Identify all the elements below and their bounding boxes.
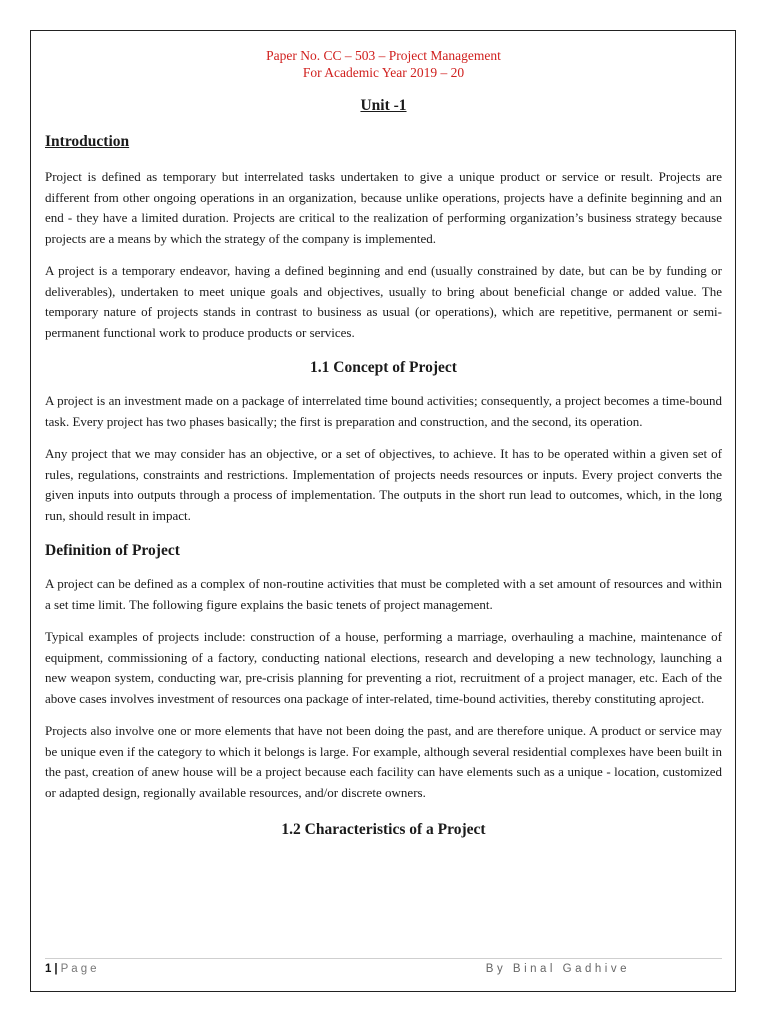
document-body bbox=[45, 47, 722, 839]
definition-paragraph-1: A project can be defined as a complex of non-routine activities that must be completed with a set amount of resources and within a set time limit. The following figure explains the basic tenets of project management. bbox=[45, 576, 722, 612]
page-label: Page bbox=[60, 963, 100, 975]
intro-paragraph-1: Project is defined as temporary but interrelated tasks undertaken to give a unique product or service or result. Projects are different from other ongoing operations in an organization, because unlike operations, projects have a definite beginning and an end - they have a limited duration. Projects are critical to the realization of performing organization’s business strategy because projects are a means by which the strategy of the company is implemented. bbox=[45, 169, 722, 246]
definition-paragraph-3: Projects also involve one or more elements that have not been doing the past, and are therefore unique. A product or service may be unique even if the category to which it belongs is large. For example, although several residential complexes have been built in the past, creation of anew house will be a project because each facility can have elements such as a unique - location, customized or adapted design, regionally available resources, and/or discrete owners. bbox=[45, 723, 722, 800]
footer-separator: | bbox=[54, 963, 58, 975]
page-number: 1 bbox=[45, 963, 52, 975]
intro-paragraph-2: A project is a temporary endeavor, having a defined beginning and end (usually constrained by date, but can be by funding or deliverables), undertaken to meet unique goals and objectives, usually to bring about beneficial change or added value. The temporary nature of projects stands in contrast to business as usual (or operations), which are repetitive, permanent or semi-permanent functional work to produce products or services. bbox=[45, 263, 722, 340]
concept-paragraph-2: Any project that we may consider has an objective, or a set of objectives, to achieve. It has to be operated within a given set of rules, regulations, constraints and restrictions. Implementation of projects needs resources or inputs. Every project converts the given inputs into outputs through a process of implementation. The outputs in the short run lead to outcomes, which, in the long run, should result in impact. bbox=[45, 446, 722, 523]
concept-paragraph-1: A project is an investment made on a package of interrelated time bound activities; consequently, a project becomes a time-bound task. Every project has two phases basically; the first is preparation and construction, and the second, its operation. bbox=[45, 393, 722, 429]
definition-paragraph-2: Typical examples of projects include: construction of a house, performing a marriage, overhauling a machine, maintenance of equipment, commissioning of a factory, conducting national elections, research and developing a new technology, launching a new weapon system, conducting war, pre-crisis planning for preventing a riot, recruitment of a project manager, etc. Each of the above cases involves investment of resources ona package of inter-related, time-bound activities, thereby constituting aproject. bbox=[45, 629, 722, 706]
page-footer bbox=[45, 958, 722, 975]
introduction-heading: Introduction bbox=[45, 133, 130, 150]
academic-year: For Academic Year 2019 – 20 bbox=[302, 65, 465, 80]
unit-title: Unit -1 bbox=[360, 97, 407, 114]
characteristics-heading: 1.2 Characteristics of a Project bbox=[281, 821, 486, 838]
document-header bbox=[45, 47, 722, 81]
definition-heading: Definition of Project bbox=[45, 542, 180, 559]
author-credit: By Binal Gadhive bbox=[485, 963, 630, 975]
paper-title: Paper No. CC – 503 – Project Management bbox=[266, 48, 501, 63]
concept-heading: 1.1 Concept of Project bbox=[310, 359, 457, 376]
